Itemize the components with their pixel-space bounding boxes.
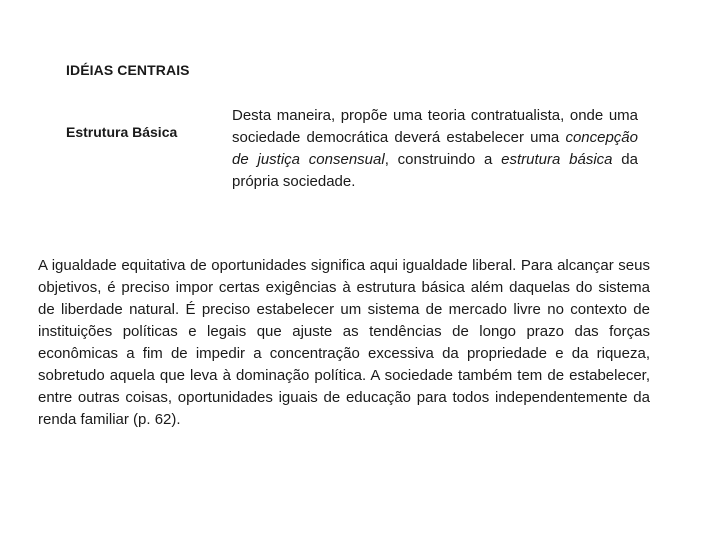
intro-text-1: Desta maneira, propõe uma teoria contratualista, onde uma sociedade democrática deverá estabelecer uma	[232, 107, 638, 146]
section-label: Estrutura Básica	[66, 124, 178, 140]
intro-italic-1: concepção de justiça consensual	[232, 129, 638, 168]
slide-heading: IDÉIAS CENTRAIS	[66, 62, 190, 78]
intro-text-2: , construindo a	[384, 151, 502, 168]
quote-paragraph: A igualdade equitativa de oportunidades significa aqui igualdade liberal. Para alcançar seus objetivos, é preciso impor certas exigências à estrutura básica além daquelas do sistema de liberdade natural. É preciso estabelecer um sistema de mercado livre no contexto de instituições políticas e legais que ajuste as tendências de longo prazo das forças econômicas a fim de impedir a concentração excessiva da propriedade e da riqueza, sobretudo aquela que leva à dominação política. A sociedade também tem de estabelecer, entre outras coisas, oportunidades iguais de educação para todos independentemente da renda familiar (p. 62).	[38, 257, 650, 428]
intro-italic-2: estrutura básica	[501, 151, 613, 168]
intro-text-3: da própria sociedade.	[232, 151, 638, 190]
intro-paragraph	[232, 105, 638, 193]
